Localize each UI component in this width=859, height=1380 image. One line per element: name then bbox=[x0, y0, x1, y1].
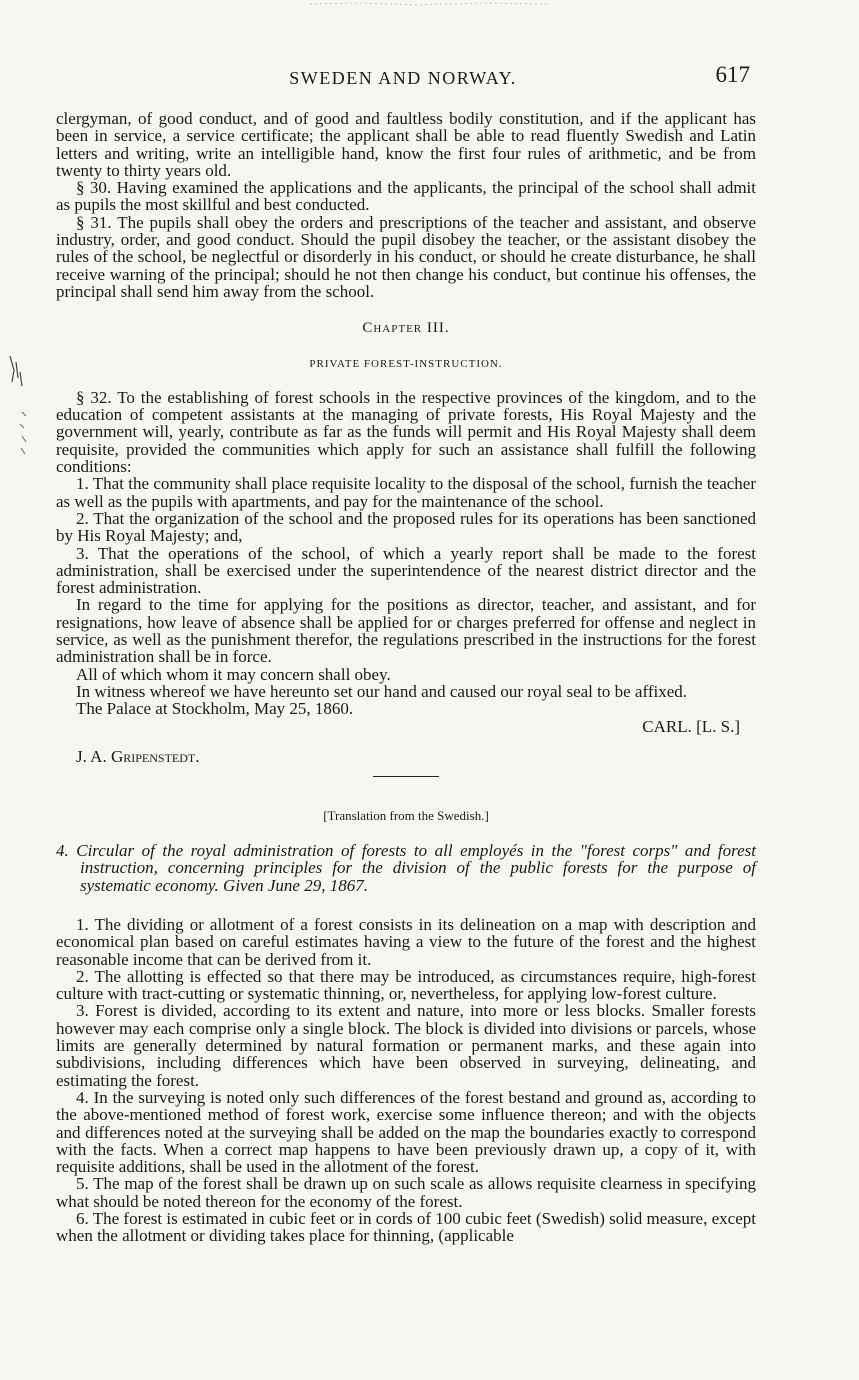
place-date: The Palace at Stockholm, May 25, 1860. bbox=[76, 699, 354, 719]
circular-item-2: 2. The allotting is effected so that there may be introduced, as circumstances require, high-forest culture with tract-cutting or systematic thinning, or, nevertheless, for applying low-forest culture. bbox=[56, 966, 756, 1004]
page-header bbox=[56, 62, 750, 92]
circular-item-3: 3. Forest is divided, according to its extent and nature, into more or less blocks. Smaller forests however may each comprise only a single block. The block is divided into divisions or parcels, whose limits are generally determined by natural formation or permanent marks, and these again into subdivisions, including differences which have been observed in surveying, delineating, and estimating the forest. bbox=[56, 1001, 756, 1090]
circular-title: 4. Circular of the royal administration of forests to all employés in the "forest corps" and forest instruction, concerning principles for the division of the public forests for the purpose of systematic economy. Given June 29, 1867. bbox=[56, 841, 756, 895]
translation-note: [Translation from the Swedish.] bbox=[323, 807, 489, 823]
paragraph: clergyman, of good conduct, and of good and faultless bodily constitution, and if the applicant has been in service, a service certificate; the applicant shall be able to read fluently Swedish and Latin letters and writing, write an intelligible hand, know the first four rules of arithmetic, and be from twenty to thirty years old. bbox=[56, 109, 756, 180]
paragraph-section-31: § 31. The pupils shall obey the orders and prescriptions of the teacher and assistant, and observe industry, order, and good conduct. Should the pupil disobey the teacher, or the assistant disobey the rules of the school, be neglectful or disorderly in his conduct, or should he create disturbance, he shall receive warning of the principal; should he not then change his conduct, but continue his offenses, the principal shall send him away from the school. bbox=[56, 212, 756, 301]
signature-gripenstedt: J. A. Gripenstedt. bbox=[76, 746, 200, 766]
paragraph: All of which whom it may concern shall obey. bbox=[76, 664, 391, 684]
scan-smudge bbox=[300, 0, 560, 8]
condition-2: 2. That the organization of the school and the proposed rules for its operations has been sanctioned by His Royal Majesty; and, bbox=[56, 508, 756, 546]
paragraph-section-32: § 32. To the establishing of forest schools in the respective provinces of the kingdom, and to the education of competent assistants at the managing of private forests, His Royal Majesty and the government will, yearly, contribute as far as the funds will permit and His Royal Majesty shall deem requisite, provided the communities which apply for such an assistance shall fulfill the following conditions: bbox=[56, 387, 756, 477]
circular-item-6: 6. The forest is estimated in cubic feet or in cords of 100 cubic feet (Swedish) solid measure, except when the allotment or dividing takes place for thinning, (applicable bbox=[56, 1209, 756, 1246]
signature-carl: CARL. [L. S.] bbox=[642, 716, 740, 736]
signature-row bbox=[56, 718, 756, 736]
page-number: 617 bbox=[715, 62, 750, 87]
body-text bbox=[56, 110, 756, 1245]
divider-rule bbox=[373, 776, 439, 777]
paragraph-section-30: § 30. Having examined the applications and the applicants, the principal of the school shall admit as pupils the most skillful and best conducted. bbox=[56, 178, 756, 215]
circular-item-1: 1. The dividing or allotment of a forest consists in its delineation on a map with description and economical plan based on careful estimates having a view to the future of the forest and the highest reasonable income that can be derived from it. bbox=[56, 914, 756, 969]
paragraph: In witness whereof we have hereunto set our hand and caused our royal seal to be affixed. bbox=[76, 681, 687, 701]
running-head: SWEDEN AND NORWAY. bbox=[289, 68, 517, 88]
section-title: PRIVATE FOREST-INSTRUCTION. bbox=[309, 357, 503, 370]
condition-3: 3. That the operations of the school, of which a yearly report shall be made to the forest administration, shall be exercised under the superintendence of the nearest district director and the forest administration. bbox=[56, 543, 756, 598]
circular-item-4: 4. In the surveying is noted only such differences of the forest bestand and ground as, according to the above-mentioned method of forest work, exercise some influence thereon; and with the objects and differences noted at the surveying shall be added on the map the boundaries exactly to correspond with the facts. When a correct map happens to have been previously drawn up, a copy of it, with requisite additions, shall be used in the allotment of the forest. bbox=[56, 1087, 756, 1177]
condition-1: 1. That the community shall place requisite locality to the disposal of the school, furnish the teacher as well as the pupils with apartments, and pay for the maintenance of the school. bbox=[56, 474, 756, 511]
chapter-title: Chapter III. bbox=[362, 320, 450, 337]
circular-item-5: 5. The map of the forest shall be drawn up on such scale as allows requisite clearness in specifying what should be noted thereon for the economy of the forest. bbox=[56, 1174, 756, 1211]
paragraph: In regard to the time for applying for the positions as director, teacher, and assistant, and for resignations, how leave of absence shall be applied for or charges preferred for offense and neglect in service, as well as the punishment therefor, the regulations prescribed in the instructions for the forest administration shall be in force. bbox=[56, 595, 756, 667]
margin-pencil-marks bbox=[4, 352, 30, 462]
